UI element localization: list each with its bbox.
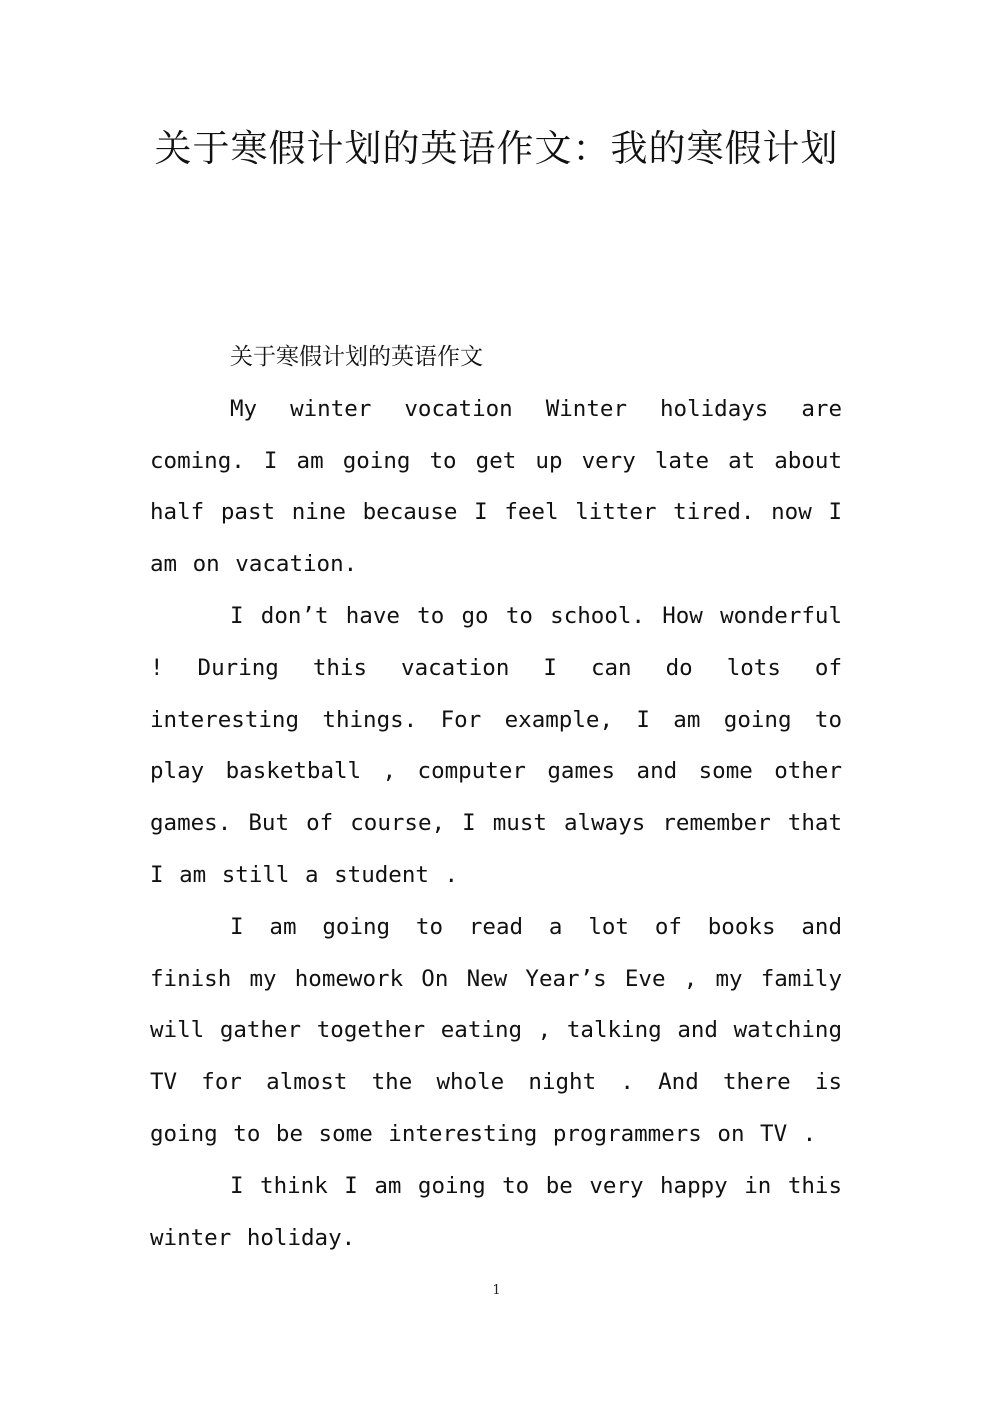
paragraph-3: I am going to read a lot of books and finish my homework On New Year’s Eve , my family will gather together eating , talking and watching TV for almost the whole night . And there is going to be some interesting programmers on TV . <box>150 913 842 1147</box>
paragraph-2: I don’t have to go to school. How wonderful ! During this vacation I can do lots of interesting things. For example, I am going to play basketball , computer games and some other games. But of course, I must always remember that I am still a student . <box>150 602 842 888</box>
section-heading: 关于寒假计划的英语作文 <box>230 344 483 370</box>
paragraph-4: I think I am going to be very happy in this winter holiday. <box>150 1172 842 1251</box>
paragraph-1: My winter vocation Winter holidays are coming. I am going to get up very late at about half past nine because I feel litter tired. now I am on vacation. <box>150 395 842 578</box>
document-body <box>150 332 842 1264</box>
document-title: 关于寒假计划的英语作文：我的寒假计划 <box>154 127 839 170</box>
page-number: 1 <box>492 1283 501 1298</box>
